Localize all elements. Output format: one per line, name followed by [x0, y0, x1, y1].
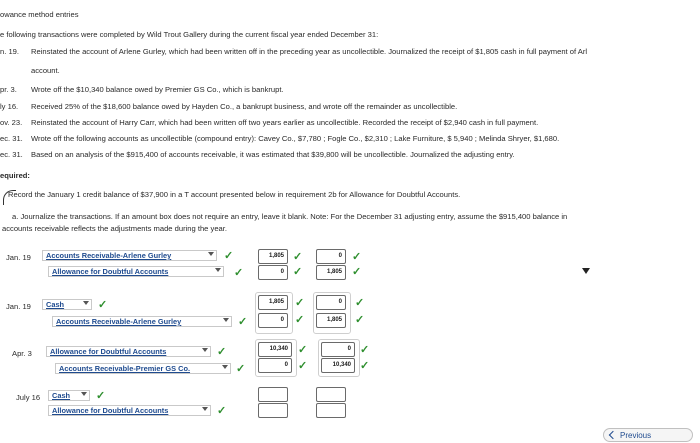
debit-amount-input[interactable]: 1,805	[258, 295, 288, 310]
back-arrow-icon	[3, 190, 16, 205]
credit-account-select[interactable]: Accounts Receivable-Arlene Gurley	[52, 316, 232, 327]
credit-amount-input[interactable]: 0	[316, 249, 346, 264]
debit-account-select[interactable]: Cash	[42, 299, 92, 310]
check-icon: ✓	[96, 390, 106, 402]
check-icon: ✓	[217, 405, 227, 417]
check-icon: ✓	[98, 299, 108, 311]
check-icon: ✓	[295, 297, 305, 309]
transaction-text: Received 25% of the $18,600 balance owed by Hayden Co., a bankrupt business, and wrote off the remainder as uncollectible.	[31, 102, 458, 111]
page-title: owance method entries	[0, 10, 79, 19]
check-icon: ✓	[298, 360, 308, 372]
credit-amount-input[interactable]	[316, 387, 346, 402]
chevron-down-icon	[81, 392, 87, 396]
transaction-date: n. 19.	[0, 47, 19, 56]
requirement-part-a-cont: accounts receivable reflects the adjustments made during the year.	[2, 224, 227, 233]
debit-amount-input[interactable]: 0	[258, 265, 288, 280]
chevron-left-icon	[609, 431, 617, 439]
check-icon: ✓	[293, 251, 303, 263]
credit-account-select[interactable]: Allowance for Doubtful Accounts	[48, 405, 211, 416]
check-icon: ✓	[355, 314, 365, 326]
check-icon: ✓	[360, 360, 370, 372]
previous-label: Previous	[620, 431, 652, 440]
check-icon: ✓	[352, 266, 362, 278]
transaction-date: ec. 31.	[0, 134, 23, 143]
transaction-date: ec. 31.	[0, 150, 23, 159]
check-icon: ✓	[217, 346, 227, 358]
debit-amount-input[interactable]: 0	[258, 313, 288, 328]
check-icon: ✓	[295, 314, 305, 326]
check-icon: ✓	[238, 316, 248, 328]
debit-amount-input[interactable]	[258, 403, 288, 418]
entry-date: Jan. 19	[6, 302, 31, 311]
transaction-text: Reinstated the account of Harry Carr, which had been written off two years earlier as uncollectible. Recorded the receipt of $2,940 cash in full payment.	[31, 118, 539, 127]
transaction-text: Reinstated the account of Arlene Gurley, which had been written off in the preceding year as uncollectible. Journalized the receipt of $1,805 cash in full payment of Arl	[31, 47, 588, 56]
transaction-date: ov. 23.	[0, 118, 23, 127]
chevron-down-icon	[83, 301, 89, 305]
credit-amount-input[interactable]: 10,340	[321, 358, 355, 373]
requirement-record: Record the January 1 credit balance of $37,900 in a T account presented below in requirement 2b for Allowance for Doubtful Accounts.	[8, 190, 461, 199]
credit-amount-input[interactable]: 0	[316, 295, 346, 310]
chevron-down-icon	[215, 268, 221, 272]
transaction-date: pr. 3.	[0, 85, 17, 94]
debit-amount-input[interactable]	[258, 387, 288, 402]
chevron-down-icon	[222, 365, 228, 369]
entry-date: Jan. 19	[6, 253, 31, 262]
debit-account-select[interactable]: Cash	[48, 390, 90, 401]
chevron-down-icon	[202, 348, 208, 352]
debit-amount-input[interactable]: 10,340	[258, 342, 292, 357]
intro-text: e following transactions were completed by Wild Trout Gallery during the current fiscal year ended December 31:	[0, 30, 379, 39]
check-icon: ✓	[224, 250, 234, 262]
debit-amount-input[interactable]: 0	[258, 358, 292, 373]
chevron-down-icon	[208, 252, 214, 256]
check-icon: ✓	[355, 297, 365, 309]
transaction-text: Based on an analysis of the $915,400 of accounts receivable, it was estimated that $39,800 will be uncollectible. Journalized the adjusting entry.	[31, 150, 515, 159]
debit-account-select[interactable]: Allowance for Doubtful Accounts	[46, 346, 211, 357]
transaction-date: ly 16.	[0, 102, 19, 111]
debit-account-select[interactable]: Accounts Receivable-Arlene Gurley	[42, 250, 217, 261]
required-label: equired:	[0, 171, 30, 180]
chevron-down-icon	[223, 318, 229, 322]
debit-amount-input[interactable]: 1,805	[258, 249, 288, 264]
entry-date: Apr. 3	[12, 349, 32, 358]
check-icon: ✓	[352, 251, 362, 263]
transaction-text-cont: account.	[31, 66, 60, 75]
credit-amount-input[interactable]	[316, 403, 346, 418]
credit-amount-input[interactable]: 0	[321, 342, 355, 357]
transaction-text: Wrote off the following accounts as uncollectible (compound entry): Cavey Co., $7,780 ; Fogle Co., $2,310 ; Lake Furniture, $ 5,940 ; Melinda Shryer, $1,680.	[31, 134, 560, 143]
transaction-text: Wrote off the $10,340 balance owed by Premier GS Co., which is bankrupt.	[31, 85, 284, 94]
check-icon: ✓	[360, 344, 370, 356]
requirement-part-a: a. Journalize the transactions. If an amount box does not require an entry, leave it blank. Note: For the December 31 adjusting entry, assume the $915,400 balance in	[12, 212, 568, 221]
check-icon: ✓	[236, 363, 246, 375]
check-icon: ✓	[234, 267, 244, 279]
credit-account-select[interactable]: Allowance for Doubtful Accounts	[48, 266, 224, 277]
check-icon: ✓	[293, 266, 303, 278]
credit-amount-input[interactable]: 1,805	[316, 313, 346, 328]
previous-button[interactable]	[603, 428, 693, 442]
chevron-down-icon	[202, 407, 208, 411]
credit-amount-input[interactable]: 1,805	[316, 265, 346, 280]
mouse-cursor-icon	[582, 268, 590, 274]
entry-date: July 16	[16, 393, 41, 402]
credit-account-select[interactable]: Accounts Receivable-Premier GS Co.	[55, 363, 231, 374]
check-icon: ✓	[298, 344, 308, 356]
